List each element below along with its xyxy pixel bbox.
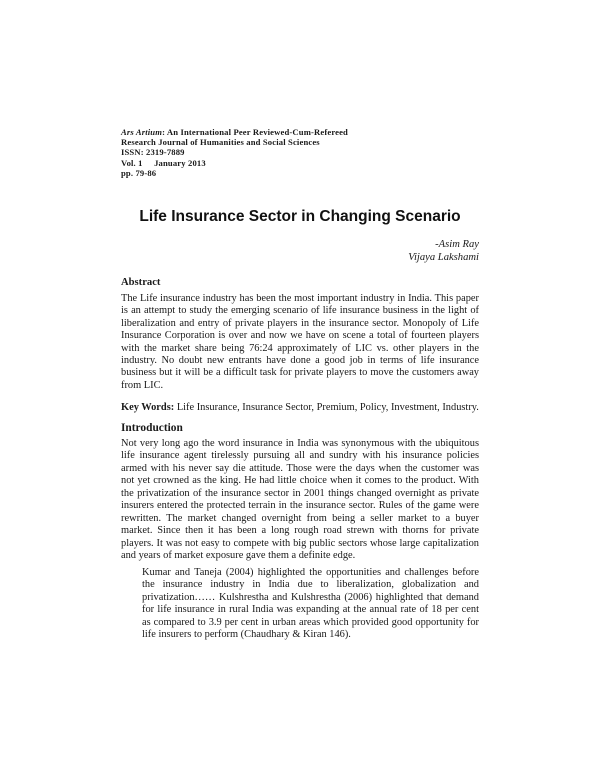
journal-subtitle: Research Journal of Humanities and Social Sciences — [121, 137, 320, 148]
keywords — [121, 401, 483, 414]
keywords-text: Life Insurance, Insurance Sector, Premium, Policy, Investment, Industry. — [174, 402, 479, 413]
journal-title-line — [121, 127, 481, 137]
abstract-heading: Abstract — [121, 277, 161, 288]
journal-pages: pp. 79-86 — [121, 167, 157, 178]
introduction-heading: Introduction — [121, 422, 183, 434]
literature-quote: Kumar and Taneja (2004) highlighted the opportunities and challenges before the insurance industry in India due to liberalization, globalization and privatization…… Kulshrestha and Kulshrestha (2006) highlighted that demand for life insurance in rural India was expanding at the annual rate of 18 per cent as compared to 3.9 per cent in urban areas which provided good opportunity for life insurers to perform (Chaudhary & Kiran 146). — [142, 567, 479, 641]
introduction-paragraph: Not very long ago the word insurance in India was synonymous with the ubiquitous life insurance agent tirelessly pursuing all and sundry with his insurance policies armed with his never say die attitude. Those were the days when the customer was not yet crowned as the king. He had little choice when it comes to the product. With the privatization of the insurance sector in 2001 things changed overnight as private insurers entered the protected terrain in the insurance sector. Rules of the game were rewritten. The market changed overnight from being a seller market to a buyer market. Since then it has been a long rough road strewn with thorns for private players. It was not easy to compete with big public sectors whose large capitalization and years of market exposure gave them a definite edge. — [121, 438, 479, 562]
author-2: Vijaya Lakshami — [408, 252, 479, 264]
journal-metadata — [121, 127, 481, 178]
journal-volume: Vol. 1 January 2013 — [121, 157, 206, 168]
journal-name: Ars Artium — [121, 127, 163, 137]
author-1: -Asim Ray — [435, 239, 479, 250]
article-authors — [408, 238, 479, 265]
journal-issn: ISSN: 2319-7889 — [121, 147, 185, 158]
keywords-label: Key Words: — [121, 402, 175, 413]
abstract-text: The Life insurance industry has been the most important industry in India. This paper is an attempt to study the emerging scenario of life insurance business in the light of liberalization and entry of private players in the insurance sector. Monopoly of Life Insurance Corporation is over and now we have on scene a total of fourteen players with the market share being 76:24 approximately of LIC vs. other players in the industry. No doubt new entrants have done a good job in terms of life insurance business but it will be a difficult task for private players to move the customers away from LIC. — [121, 293, 479, 391]
article-title: Life Insurance Sector in Changing Scenario — [139, 208, 461, 225]
journal-name-rest: : An International Peer Reviewed-Cum-Refereed — [162, 127, 348, 137]
